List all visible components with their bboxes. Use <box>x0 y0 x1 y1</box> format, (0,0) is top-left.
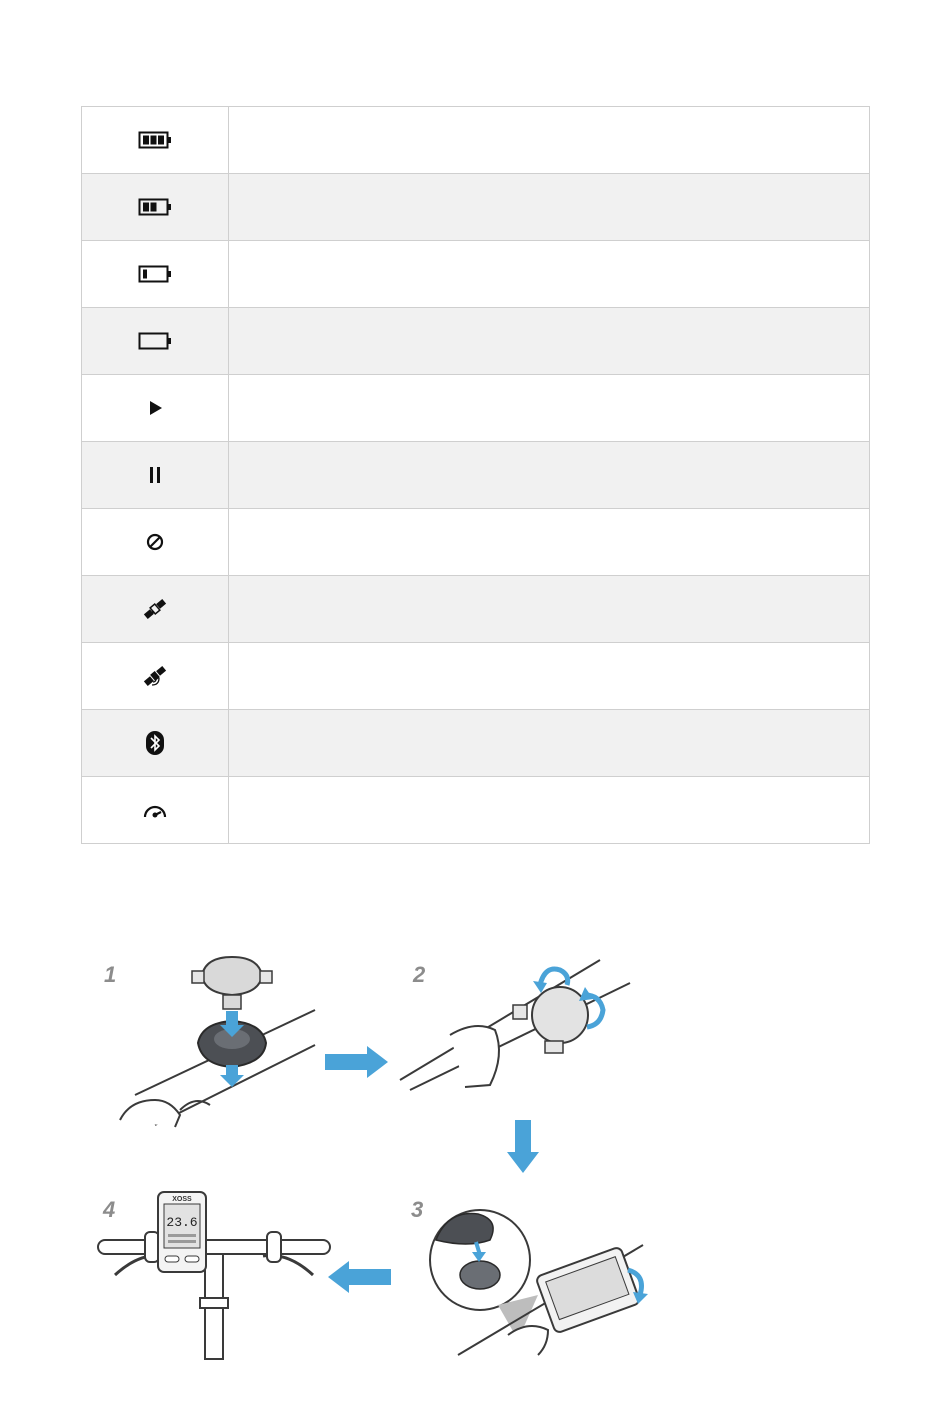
play-icon <box>145 398 165 418</box>
icon-cell <box>82 576 229 643</box>
icon-cell <box>82 442 229 509</box>
stop-icon <box>144 531 166 553</box>
bluetooth-icon <box>144 730 166 756</box>
icon-row-speed-sensor <box>82 777 870 844</box>
description-cell <box>228 643 869 710</box>
icon-row-pause <box>82 442 870 509</box>
device-speed-readout: 23.6 <box>166 1215 198 1230</box>
step2-mount-illustration <box>395 955 640 1095</box>
step3-device-illustration <box>428 1200 663 1360</box>
battery-one-third-icon <box>138 264 172 284</box>
battery-empty-icon <box>138 331 172 351</box>
arrow-left-icon <box>328 1260 392 1294</box>
step1-mount-illustration <box>110 955 325 1130</box>
pause-icon <box>145 464 165 486</box>
description-cell <box>228 509 869 576</box>
arrow-right-icon <box>325 1045 389 1079</box>
description-cell <box>228 308 869 375</box>
icon-row-stop <box>82 509 870 576</box>
icon-cell <box>82 174 229 241</box>
step-number-1: 1 <box>104 962 117 987</box>
icon-cell <box>82 375 229 442</box>
description-cell <box>228 442 869 509</box>
step-number-4: 4 <box>103 1197 116 1222</box>
description-cell <box>228 777 869 844</box>
status-icon-table <box>81 106 870 844</box>
speed-sensor-icon <box>141 798 169 822</box>
satellite-signal-icon <box>141 662 169 690</box>
icon-row-satellite <box>82 576 870 643</box>
icon-cell <box>82 107 229 174</box>
icon-row-bluetooth <box>82 710 870 777</box>
step-number-2: 2 <box>413 962 426 987</box>
description-cell <box>228 375 869 442</box>
description-cell <box>228 107 869 174</box>
satellite-icon <box>141 595 169 623</box>
icon-cell <box>82 777 229 844</box>
icon-row-battery-empty <box>82 308 870 375</box>
icon-row-satellite-signal <box>82 643 870 710</box>
step4-installed-illustration <box>95 1190 335 1360</box>
icon-cell <box>82 509 229 576</box>
icon-cell <box>82 643 229 710</box>
description-cell <box>228 576 869 643</box>
description-cell <box>228 174 869 241</box>
description-cell <box>228 241 869 308</box>
icon-cell <box>82 308 229 375</box>
battery-two-thirds-icon <box>138 197 172 217</box>
battery-full-icon <box>138 130 172 150</box>
arrow-down-icon <box>506 1120 540 1174</box>
device-brand: XOSS <box>172 1196 192 1203</box>
icon-row-battery-one-third <box>82 241 870 308</box>
icon-cell <box>82 710 229 777</box>
step-number-3: 3 <box>411 1197 424 1222</box>
icon-row-play <box>82 375 870 442</box>
icon-row-battery-two-thirds <box>82 174 870 241</box>
icon-cell <box>82 241 229 308</box>
description-cell <box>228 710 869 777</box>
icon-row-battery-full <box>82 107 870 174</box>
